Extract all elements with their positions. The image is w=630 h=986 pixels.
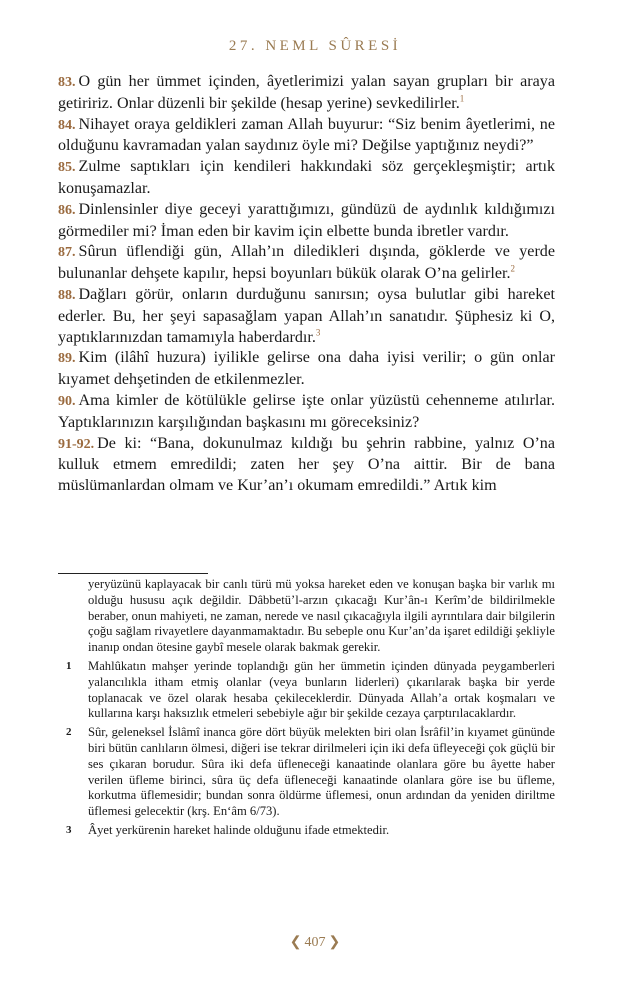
verse-text: Dinlensinler diye geceyi yarattığımızı, gündüzü de aydınlık kıldığımızı görmediler mi? İman eden bir kavim için elbette bunda ibretler vardır. (58, 200, 555, 240)
footnote-2 (58, 725, 555, 820)
footnote-text: Mahlûkatın mahşer yerinde toplandığı gün her ümmetin içinden dünyada peygamberleri yalancılıkla itham etmiş olanlar (veya bunların liderleri) çıkarılarak başka bir yerde toplanacak ve özel olarak hesaba çekileceklerdir. Dünyada Allah’a ortak koşmaları ve kullarına karşı haksızlık etmeleri sebebiyle ağır bir şekilde cezaya çarptırılacaklardır. (88, 658, 555, 721)
footnote-number: 1 (66, 659, 72, 672)
verse-text: Nihayet oraya geldikleri zaman Allah buyurur: “Siz benim âyetlerimi, ne olduğunu kavramadan yalan saydınız öyle mi? Değilse yaptığınız neydi?” (58, 115, 555, 155)
verse-88 (58, 285, 555, 348)
verse-text: De ki: “Bana, dokunulmaz kıldığı bu şehrin rabbine, yalnız O’na kulluk etmem emredildi; zaten her şey O’na aittir. Bir de bana müslümanlardan olmam ve Kur’an’ı okumam emredildi.” Artık kim (58, 434, 555, 495)
verse-89 (58, 348, 555, 391)
footnote-number: 2 (66, 726, 72, 739)
verse-number: 86. (58, 202, 76, 218)
ornament-right-icon: ❯ (328, 935, 341, 950)
footnote-number: 3 (66, 823, 72, 836)
footnote-ref[interactable]: 3 (315, 327, 321, 338)
verse-87 (58, 242, 555, 285)
verse-text: Dağları görür, onların durduğunu sanırsın; oysa bulutlar gibi hareket ederler. Bu, her şeyi sapasağlam yapan Allah’ın sanatıdır. Şüphesiz ki O, yaptıklarınızdan tamamıyla haberdardır. (58, 285, 555, 346)
page-number-text: 407 (304, 935, 326, 950)
footnote-continued (58, 577, 555, 656)
footnote-1 (58, 659, 555, 722)
footnote-3 (58, 823, 555, 839)
verse-number: 88. (58, 287, 76, 303)
footnote-text: yeryüzünü kaplayacak bir canlı türü mü yoksa hareket eden ve konuşan başka bir varlık mı olduğu hususu açık değildir. Dâbbetü’l-arzın çıkacağı Kur’ân-ı Kerîm’de bildirilmekle beraber, onun mahiyeti, ne zaman, nerede ve nasıl çıkacağıyla ilgili ayrıntılara dair bilgilerin çoğu sağlam rivayetlere dayanmamaktadır. Bu sebeple onu Kur’an’da işaret edildiği şekliyle inanıp ondan ötesine gaybî mesele olarak bakmak gerekir. (88, 577, 555, 655)
footnote-separator (58, 573, 208, 574)
footnotes (58, 577, 555, 842)
verse-number: 83. (58, 75, 76, 90)
verse-number: 91-92. (58, 436, 95, 452)
verse-number: 89. (58, 351, 76, 367)
ornament-left-icon: ❮ (289, 935, 302, 950)
verse-text: Kim (ilâhî huzura) iyilikle gelirse ona daha iyisi verilir; o gün onlar kıyamet dehşetinden de etkilenmezler. (58, 349, 555, 389)
verse-text: Ama kimler de kötülükle gelirse işte onlar yüzüstü cehenneme atılırlar. Yaptıklarınızın karşılığından başkasını mı göreceksiniz? (58, 391, 555, 431)
running-header: 27. NEML SÛRESİ (228, 38, 402, 54)
footnote-ref[interactable]: 2 (510, 263, 516, 274)
verse-number: 84. (58, 117, 76, 133)
verse-number: 90. (58, 393, 76, 409)
verse-85 (58, 157, 555, 200)
verse-text: Sûrun üflendiği gün, Allah’ın diledikleri dışında, göklerde ve yerde bulunanlar dehşete kapılır, hepsi boyunları bükük olarak O’na gelirler. (58, 243, 555, 283)
verse-body (58, 72, 555, 497)
verse-91-92 (58, 434, 555, 497)
footnote-text: Âyet yerkürenin hareket halinde olduğunu ifade etmektedir. (88, 822, 390, 837)
verse-text: O gün her ümmet içinden, âyetlerimizi yalan sayan grupları bir araya getiririz. Onlar düzenli bir şekilde (hesap yerine) sevkedilirler. (58, 73, 555, 112)
verse-84 (58, 115, 555, 158)
footnote-text: Sûr, geleneksel İslâmî inanca göre dört büyük melekten biri olan İsrâfil’in kıyamet gününde biri bütün canlıların ölmesi, diğeri ise tekrar dirilmeleri için iki defa üfleyeceği çok güçlü bir ses çıkaran borudur. Sûra iki defa üfleneceği kanaatinde olanlara göre bu âyette haber verilen üfleme birinci, sûra üç defa üfleneceği kanaatinde olanlara göre ise bu üfleme, korkutma üflemesidir; bundan sonra öldürme üflemesi, onun ardından da yeniden diriltme üflemesi gelecektir (krş. En‘âm 6/73). (88, 725, 555, 819)
verse-number: 87. (58, 245, 76, 261)
verse-86 (58, 200, 555, 243)
verse-90 (58, 391, 555, 434)
verse-text: Zulme saptıkları için kendileri hakkındaki söz gerçekleşmiştir; artık konuşamazlar. (58, 158, 555, 197)
page-number (0, 934, 630, 951)
verse-number: 85. (58, 160, 76, 176)
footnote-ref[interactable]: 1 (459, 93, 465, 104)
verse-83 (58, 72, 555, 115)
